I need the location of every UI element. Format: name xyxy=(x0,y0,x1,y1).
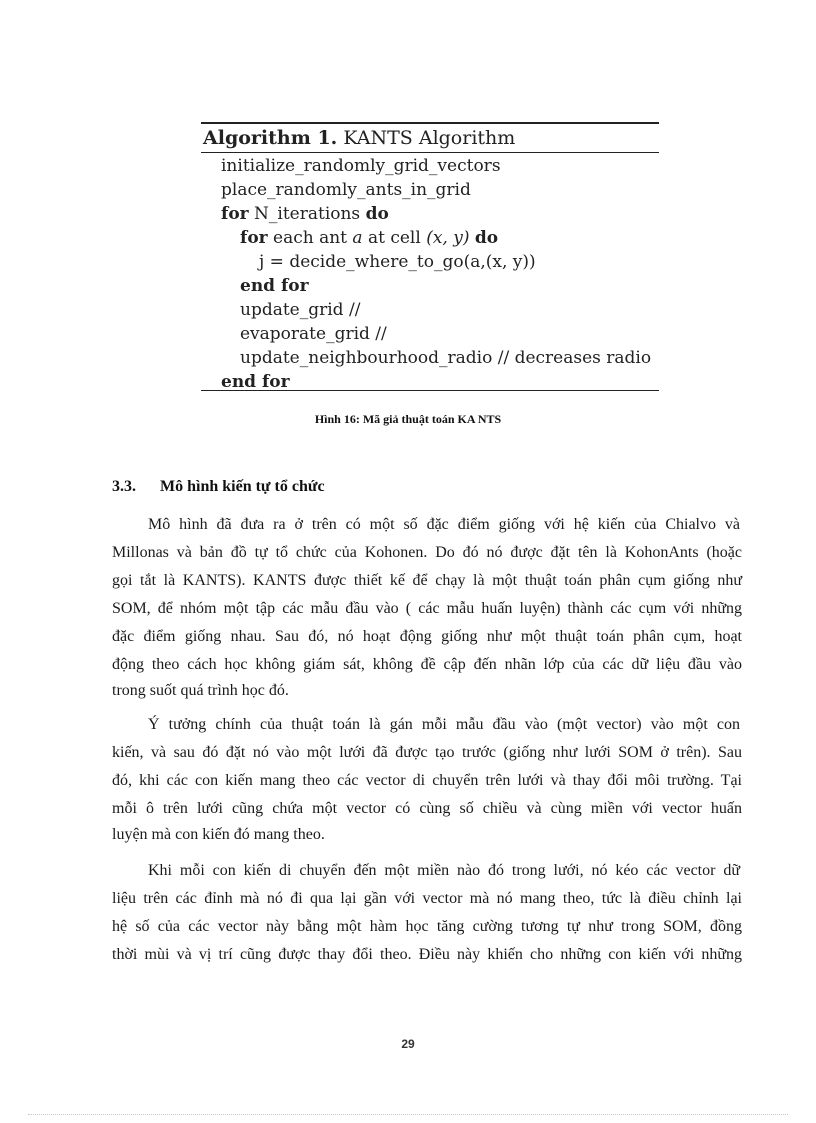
section-number: 3.3. xyxy=(112,478,136,495)
page-number: 29 xyxy=(401,1037,415,1051)
paragraph-line: Ý tưởng chính của thuật toán là gán mỗi mẫu đầu vào (một vector) vào một con xyxy=(148,716,740,733)
algorithm-line: j = decide_where_to_go(a,(x, y)) xyxy=(259,252,536,272)
paragraph-line: kiến, và sau đó đặt nó vào một lưới đã được tạo trước (giống như lưới SOM ở trên). Sau xyxy=(112,744,742,761)
keyword-for: for xyxy=(221,204,249,224)
algorithm-box xyxy=(201,122,659,392)
paragraph-line: luyện mà con kiến đó mang theo. xyxy=(112,826,325,843)
algorithm-line xyxy=(240,227,498,249)
algorithm-variable: (x, y) xyxy=(426,228,470,248)
section-title: Mô hình kiến tự tổ chức xyxy=(160,478,325,495)
paragraph-line: liệu trên các đỉnh mà nó đi qua lại gần với vector mà nó mang theo, tức là điều chỉnh lại xyxy=(112,890,742,907)
algorithm-title xyxy=(201,124,659,152)
algorithm-line: update_grid // xyxy=(240,300,361,320)
algorithm-line: place_randomly_ants_in_grid xyxy=(221,180,471,200)
algorithm-line: end for xyxy=(240,276,309,296)
keyword-for: for xyxy=(240,228,268,248)
algorithm-line-text: at cell xyxy=(367,228,421,248)
algorithm-line xyxy=(221,203,389,225)
algorithm-line-text: each ant xyxy=(273,228,348,248)
paragraph-line: động theo cách học không giám sát, không đề cập đến nhãn lớp của các dữ liệu đầu vào xyxy=(112,656,742,673)
paragraph-line: Khi mỗi con kiến di chuyển đến một miền nào đó trong lưới, nó kéo các vector dữ xyxy=(148,862,740,879)
section-heading xyxy=(112,478,325,496)
algorithm-variable: a xyxy=(352,228,363,248)
paragraph-line: Mô hình đã đưa ra ở trên có một số đặc điểm giống với hệ kiến của Chialvo và xyxy=(148,516,740,533)
paragraph-line: đó, khi các con kiến mang theo các vector di chuyển trên lưới và thay đổi môi trường. Tại xyxy=(112,772,742,789)
paragraph-line: trong suốt quá trình học đó. xyxy=(112,682,289,699)
paragraph-line: thời mùi và vị trí cũng được thay đổi theo. Điều này khiến cho những con kiến với những xyxy=(112,946,742,963)
algorithm-header-rule xyxy=(201,152,659,153)
paragraph-line: mỗi ô trên lưới cũng chứa một vector có cùng số chiều và cùng miền với vector huấn xyxy=(112,800,742,817)
paragraph-line: hệ số của các vector này bằng một hàm học tăng cường tương tự như trong SOM, đồng xyxy=(112,918,742,935)
algorithm-line: initialize_randomly_grid_vectors xyxy=(221,156,501,176)
algorithm-title-label: Algorithm 1. xyxy=(203,127,338,149)
algorithm-bottom-rule xyxy=(201,390,659,391)
algorithm-line: update_neighbourhood_radio // decreases radio xyxy=(240,348,652,368)
algorithm-line-text: N_iterations xyxy=(254,204,361,224)
figure-caption: Hình 16: Mã giả thuật toán KA NTS xyxy=(314,412,502,426)
algorithm-title-name: KANTS Algorithm xyxy=(343,127,516,149)
paragraph-line: gọi tắt là KANTS). KANTS được thiết kế để chạy là một thuật toán phân cụm giống như xyxy=(112,572,742,589)
algorithm-line: evaporate_grid // xyxy=(240,324,387,344)
keyword-do: do xyxy=(365,204,389,224)
paragraph-line: SOM, để nhóm một tập các mẫu đầu vào ( các mẫu huấn luyện) thành các cụm với những xyxy=(112,600,742,617)
paragraph-line: đặc điểm giống nhau. Sau đó, nó hoạt động giống như một thuật toán phân cụm, hoạt xyxy=(112,628,742,645)
paragraph-line: Millonas và bản đồ tự tổ chức của Kohonen. Do đó nó được đặt tên là KohonAnts (hoặc xyxy=(112,544,742,561)
algorithm-line: end for xyxy=(221,372,290,392)
keyword-do: do xyxy=(474,228,499,248)
page-bottom-divider xyxy=(28,1114,788,1115)
